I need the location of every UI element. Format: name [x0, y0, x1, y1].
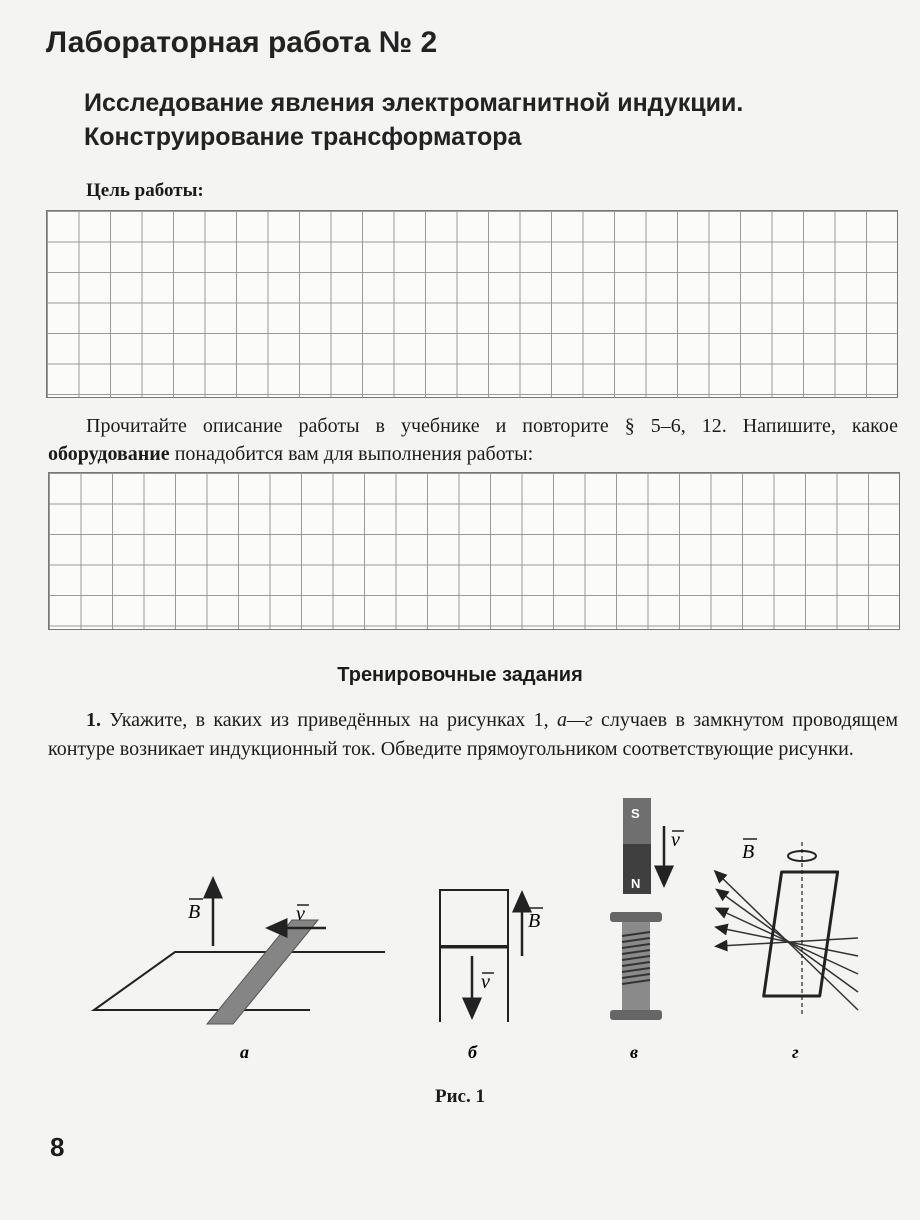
equipment-instructions — [48, 412, 898, 468]
coil-bottom-cap — [610, 1010, 662, 1020]
fig-label-a: а — [240, 1042, 249, 1062]
figure-caption: Рис. 1 — [435, 1086, 485, 1107]
frame-top — [440, 890, 508, 946]
task-1-text-after: случаев в замкнутом проводящем контуре возникает индукционный ток. Обведите прямоугольником соответствующие рисунки. — [48, 709, 898, 760]
instructions-text-1: Прочитайте описание работы в учебнике и повторите § 5–6, 12. Напишите, какое — [86, 415, 898, 437]
instructions-text-2: понадобится вам для выполнения работы: — [169, 443, 534, 465]
lab-topic: Исследование явления электромагнитной индукции. Конструирование трансформатора — [84, 89, 744, 151]
coil-top-cap — [610, 912, 662, 922]
page-number: 8 — [50, 1132, 65, 1162]
sliding-bar — [207, 920, 318, 1024]
equipment-answer-grid[interactable] — [48, 472, 900, 630]
task-1 — [48, 706, 898, 764]
lab-title: Лабораторная работа № 2 — [46, 26, 438, 59]
v-label-c: v — [671, 829, 680, 851]
magnet-s — [623, 798, 651, 844]
v-label-a: v — [296, 903, 305, 925]
b-label-d: B — [742, 841, 755, 863]
figure-c — [610, 798, 684, 1062]
figure-1 — [80, 796, 880, 1096]
goal-label: Цель работы: — [86, 180, 204, 201]
task-1-range: а—г — [557, 709, 593, 731]
task-1-number: 1. — [86, 709, 101, 731]
figure-d — [718, 839, 858, 1062]
fig-label-d: г — [792, 1042, 799, 1062]
b-label-b: B — [528, 910, 541, 932]
rotating-loop — [760, 872, 842, 996]
goal-answer-grid[interactable] — [46, 210, 898, 398]
b-label-a: B — [188, 901, 201, 923]
instructions-bold: оборудование — [48, 443, 170, 465]
fig-label-b: б — [468, 1042, 477, 1062]
field-lines — [718, 874, 858, 1010]
pole-s: S — [631, 806, 640, 821]
figure-a — [94, 886, 385, 1062]
figure-b — [440, 890, 543, 1062]
training-section-title: Тренировочные задания — [337, 664, 583, 686]
fig-label-c: в — [630, 1042, 639, 1062]
v-label-b: v — [481, 971, 490, 993]
task-1-text-before: Укажите, в каких из приведённых на рисунках 1, — [101, 709, 558, 731]
pole-n: N — [631, 876, 641, 891]
